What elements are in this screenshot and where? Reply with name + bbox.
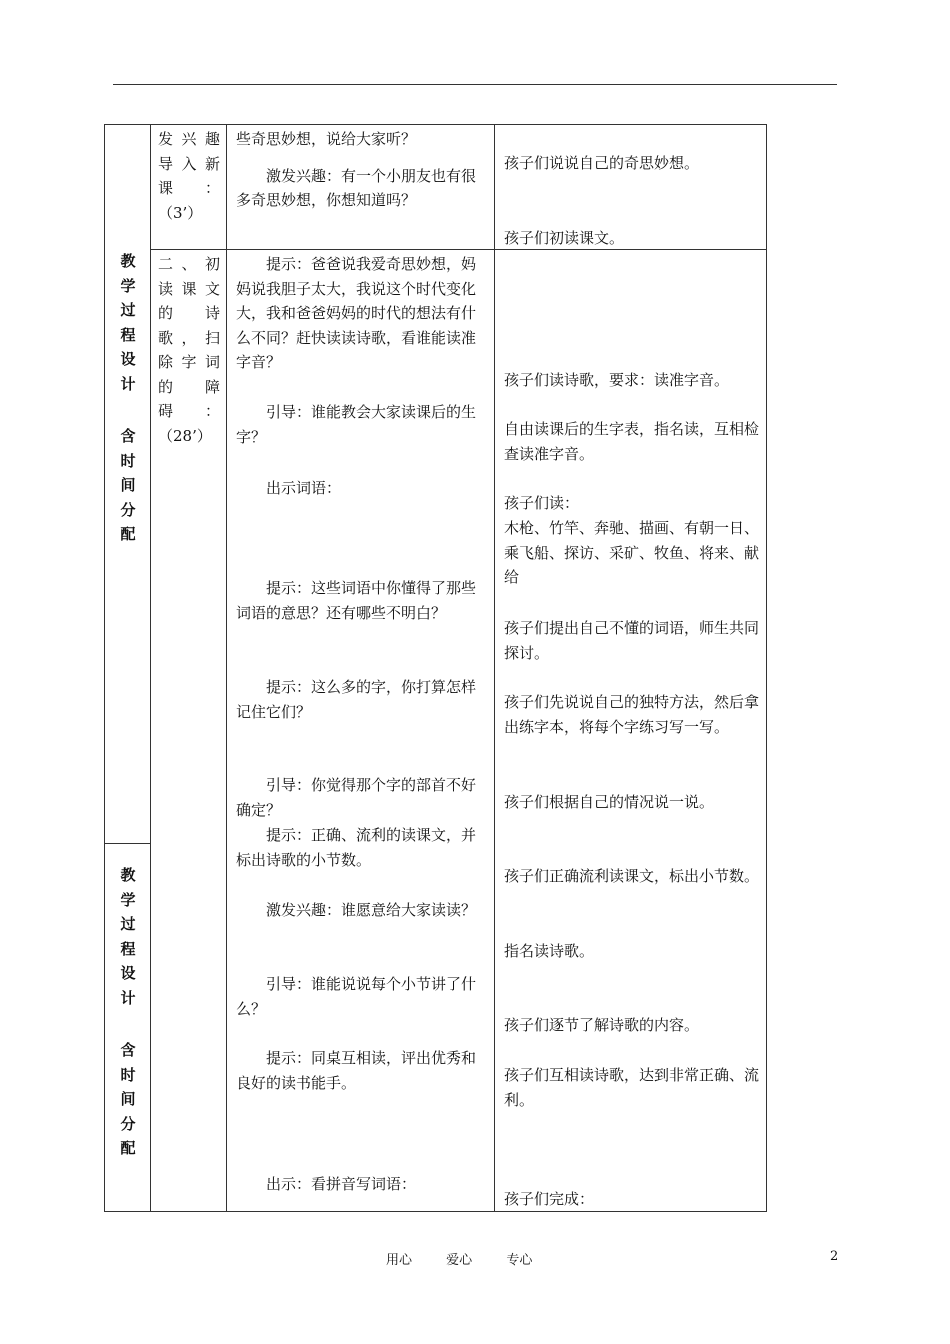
stage-line: （3’）: [158, 203, 203, 222]
row2-student-3: 孩子们读：: [504, 494, 580, 512]
row2-student-7: 孩子们根据自己的情况说一说。: [504, 793, 715, 811]
teacher-hint-4: 提示：正确、流利的读课文，并标出诗歌的小节数。: [236, 826, 477, 869]
row2-student-10: 孩子们逐节了解诗歌的内容。: [504, 1016, 700, 1034]
side-label-char: 分: [120, 500, 136, 519]
side-label-char: 含: [120, 1041, 136, 1059]
motto-1: 用心: [386, 1253, 413, 1268]
side-label-char: 设: [120, 964, 136, 982]
stage-line: （28’）: [158, 426, 212, 445]
row2-student-6: 孩子们先说说自己的独特方法，然后拿出练字本，将每个字练习写一写。: [504, 693, 760, 736]
stage-line: 除字词: [158, 353, 220, 371]
side-label-char: 时: [120, 451, 136, 470]
row1-teacher-p2: 激发兴趣：有一个小朋友也有很多奇思妙想，你想知道吗？: [236, 166, 477, 209]
side-label-char: 分: [120, 1114, 136, 1133]
side-label-char: 间: [120, 476, 136, 494]
side-label-char: 计: [120, 374, 136, 393]
stage-1-label: [158, 127, 220, 225]
label-divider: [104, 843, 150, 844]
stage-line: 读课文: [158, 279, 220, 298]
footer-motto: [386, 1249, 562, 1268]
side-label-char: 配: [120, 1139, 136, 1157]
teacher-hint-1: 提示：爸爸说我爱奇思妙想，妈妈说我胆子太大，我说这个时代变化大，我和爸爸妈妈的时代的想法有什么不同？赶快读读诗歌，看谁能读准字音？: [236, 255, 477, 371]
side-label-char: [105, 1010, 151, 1038]
stage-2-label: [158, 252, 220, 448]
side-label-char: 间: [120, 1090, 136, 1108]
header-rule: [113, 84, 837, 85]
row2-teacher-p8: [236, 898, 486, 923]
stage-line: 歌，扫: [158, 328, 220, 347]
row2-student-2: 自由读课后的生字表，指名读，互相检查读准字音。: [504, 420, 760, 463]
stage-line: 的 诗: [158, 304, 220, 322]
row2-student-8: 孩子们正确流利读课文，标出小节数。: [504, 867, 760, 885]
teacher-interest: 激发兴趣：谁愿意给大家读读？: [266, 901, 477, 919]
stage-line: 的 障: [158, 377, 220, 396]
row2-student-5: 孩子们提出自己不懂的词语，师生共同探讨。: [504, 619, 760, 662]
teacher-guide-2: 引导：你觉得那个字的部首不好确定？: [236, 776, 477, 819]
col-divider-3: [494, 124, 495, 1212]
side-label-char: 教: [120, 866, 136, 884]
row2-student-11: 孩子们互相读诗歌，达到非常正确、流利。: [504, 1066, 760, 1109]
motto-2: 爱心: [446, 1253, 473, 1268]
side-label-char: 过: [120, 915, 136, 933]
row1-student-2: 孩子们初读课文。: [504, 229, 625, 247]
side-label-char: 程: [120, 939, 136, 958]
row2-teacher-p6: [236, 773, 486, 822]
teacher-guide-1: 引导：谁能教会大家读课后的生字？: [236, 403, 477, 446]
row2-teacher-p3: [236, 476, 486, 501]
stage-line: 课 ：: [158, 179, 220, 197]
side-label-2: [105, 863, 151, 1161]
side-label-char: 配: [120, 525, 136, 543]
row2-teacher-p2: [236, 400, 486, 449]
side-label-char: 设: [120, 350, 136, 368]
row1-student-1: 孩子们说说自己的奇思妙想。: [504, 154, 700, 172]
stage-line: 碍 ：: [158, 402, 220, 420]
row1-teacher-p1: 些奇思妙想，说给大家听？: [236, 130, 417, 148]
teacher-hint-5: 提示：同桌互相读，评出优秀和良好的读书能手。: [236, 1049, 477, 1092]
side-label-char: 时: [120, 1065, 136, 1084]
row2-teacher-p11: [236, 1172, 486, 1197]
row2-student-4: 木枪、竹竿、奔驰、描画、有朝一日、乘飞船、探访、采矿、牧鱼、将来、献给: [504, 519, 760, 586]
col-divider-2: [226, 124, 227, 1212]
side-label-char: 计: [120, 988, 136, 1007]
row2-teacher-p10: [236, 1046, 486, 1095]
row2-teacher-p9: [236, 972, 486, 1021]
row1-teacher-text: [236, 127, 486, 213]
row2-teacher-p4: [236, 576, 486, 625]
teacher-guide-3: 引导：谁能说说每个小节讲了什么？: [236, 975, 477, 1018]
teacher-show-pinyin: 出示：看拼音写词语：: [266, 1175, 417, 1193]
row2-student-1: 孩子们读诗歌，要求：读准字音。: [504, 371, 730, 389]
motto-3: 专心: [506, 1253, 533, 1268]
row2-student-12: 孩子们完成：: [504, 1190, 595, 1208]
row2-student-9: 指名读诗歌。: [504, 942, 595, 960]
side-label-char: 学: [120, 890, 136, 909]
row2-teacher-p5: [236, 675, 486, 724]
side-label-char: [105, 396, 151, 424]
stage-line: 二、初: [158, 255, 220, 273]
stage-line: 发兴趣: [158, 130, 220, 148]
row2-teacher-p7: [236, 823, 486, 872]
stage-line: 导入新: [158, 154, 220, 173]
side-label-char: 过: [120, 301, 136, 319]
side-label-char: 学: [120, 276, 136, 295]
side-label-char: 含: [120, 427, 136, 445]
teacher-show-words: 出示词语：: [266, 479, 342, 497]
side-label-char: 教: [120, 252, 136, 270]
side-label-char: 程: [120, 325, 136, 344]
teacher-hint-3: 提示：这么多的字，你打算怎样记住它们？: [236, 678, 477, 721]
row2-teacher-p1: [236, 252, 486, 375]
page-number: 2: [830, 1249, 839, 1264]
teacher-hint-2: 提示：这些词语中你懂得了那些词语的意思？还有哪些不明白？: [236, 579, 477, 622]
side-label-1: [105, 249, 151, 547]
